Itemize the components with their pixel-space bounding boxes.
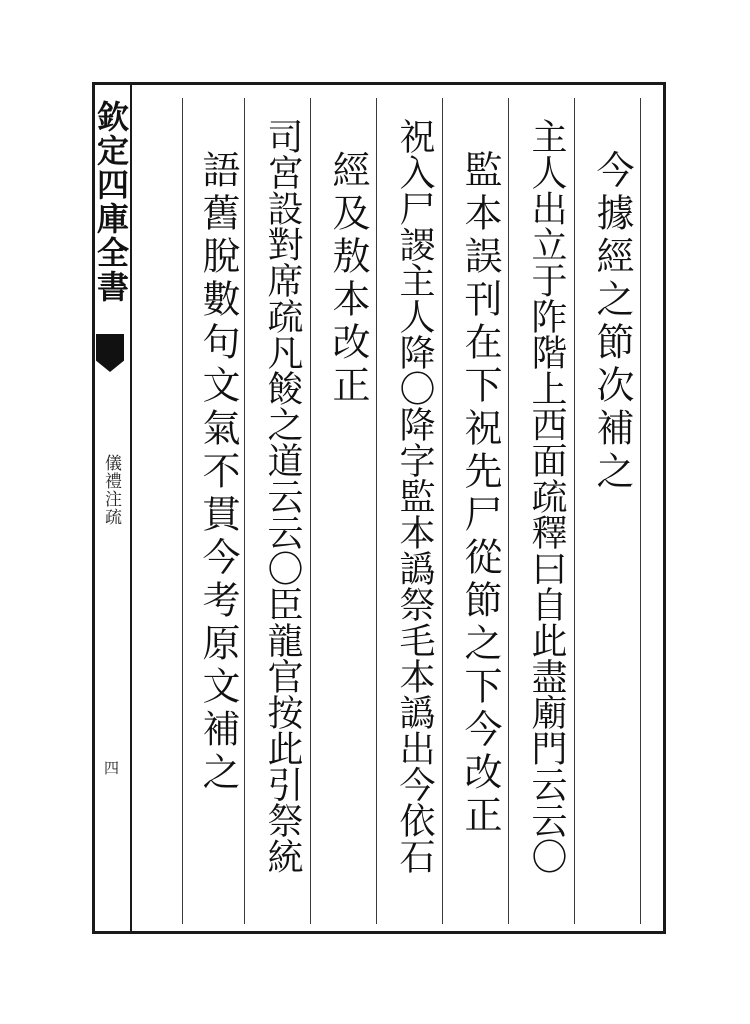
column-rule (376, 98, 377, 924)
text-column-2: 主人出立于阼階上西面疏釋曰自此盡廟門云云〇 (526, 118, 567, 874)
text-column-6: 司宮設對席疏凡餕之道云云〇臣龍官按此引祭統 (262, 118, 303, 874)
text-column-5: 經及敖本改正 (326, 150, 370, 408)
column-rule (310, 98, 311, 924)
collection-title: 欽定四庫全書 (92, 100, 130, 304)
page-frame (92, 82, 666, 934)
text-column-1: 今據經之節次補之 (590, 150, 634, 494)
text-column-4: 祝入尸謖主人降〇降字監本譌祭毛本譌出今依石 (394, 118, 435, 874)
book-title: 儀禮注疏 (101, 454, 121, 526)
text-column-7: 語舊脫數句文氣不貫今考原文補之 (196, 150, 240, 795)
column-rule (244, 98, 245, 924)
page-number: 四 (102, 760, 120, 775)
column-rule (508, 98, 509, 924)
column-rule (574, 98, 575, 924)
text-column-3: 監本誤刊在下祝先尸從節之下今改正 (458, 150, 502, 838)
column-rule (182, 98, 183, 924)
column-rule (640, 98, 641, 924)
column-rule (442, 98, 443, 924)
